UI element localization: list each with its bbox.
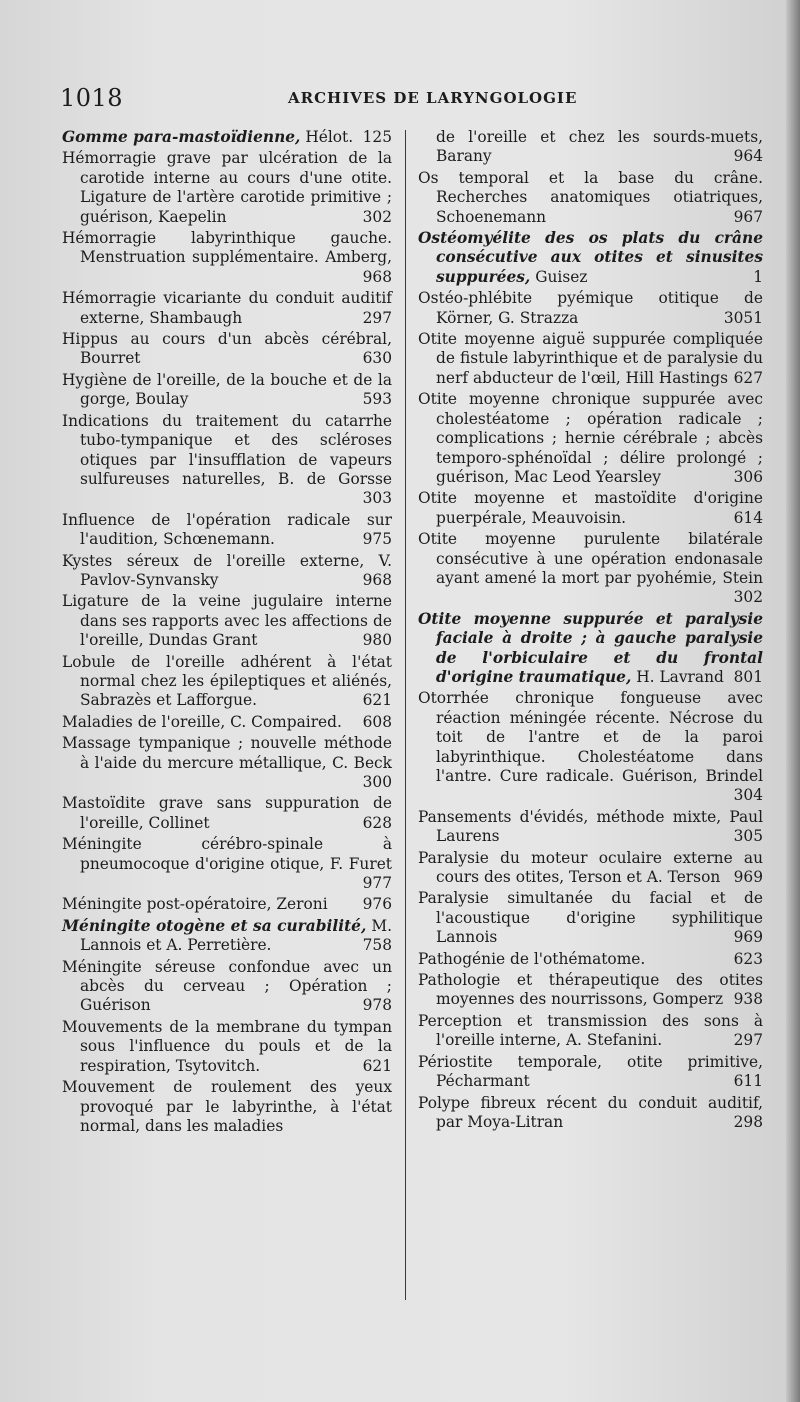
entry-text: Perception et transmission des sons à l'oreille interne, A. Stefanini. xyxy=(418,1011,763,1050)
left-column xyxy=(62,128,392,1138)
page-reference: 611 xyxy=(733,1072,763,1091)
page-reference: 305 xyxy=(733,827,763,846)
index-entry xyxy=(62,835,392,893)
entry-text: Otite moyenne chronique suppurée avec cholestéatome ; opération radicale ; complications ; hernie cérébrale ; abcès temporo-sphénoïdal ; délire prolongé ; guérison, Mac Leod Yearsley xyxy=(418,390,763,486)
entry-text: Mouvement de roulement des yeux provoqué par le labyrinthe, à l'état normal, dans les maladies xyxy=(62,1078,392,1135)
entry-title: Ostéomyélite des os plats du crâne consécutive aux otites et sinusites suppurées, xyxy=(418,229,763,286)
index-entry xyxy=(418,849,763,888)
index-entry xyxy=(62,511,392,550)
index-entry xyxy=(62,1078,392,1136)
page-reference: 306 xyxy=(733,467,763,486)
entry-author: Guisez xyxy=(535,267,588,286)
page-reference: 302 xyxy=(733,588,763,607)
page-reference: 980 xyxy=(362,631,392,650)
page-reference: 628 xyxy=(362,813,392,832)
entry-text: Massage tympanique ; nouvelle méthode à l'aide du mercure métallique, C. Beck xyxy=(62,734,392,772)
page-reference: 938 xyxy=(733,990,763,1009)
index-entry xyxy=(418,330,763,388)
index-entry xyxy=(62,734,392,792)
entry-author: Hélot. xyxy=(305,128,354,146)
entry-title: Otite moyenne suppurée et paralysie faciale à droite ; à gauche paralysie de l'orbiculaire et du frontal d'origine traumatique, xyxy=(418,609,763,686)
index-entry xyxy=(62,371,392,410)
entry-author: H. Lavrand xyxy=(636,667,724,686)
page-reference: 978 xyxy=(362,996,392,1015)
page-reference: 621 xyxy=(362,1056,392,1075)
page-reference: 627 xyxy=(733,368,763,387)
index-entry xyxy=(62,958,392,1016)
entry-text: Périostite temporale, otite primitive, Pécharmant xyxy=(418,1052,763,1091)
index-entry xyxy=(418,889,763,947)
entry-text: Hémorragie grave par ulcération de la carotide interne au cours d'une otite. Ligature de l'artère carotide primitive ; guérison, Kaepelin xyxy=(62,149,392,226)
index-entry xyxy=(418,1053,763,1092)
page-reference: 3051 xyxy=(723,308,763,327)
entry-text: Otorrhée chronique fongueuse avec réaction méningée récente. Nécrose du toit de l'antre et de la paroi labyrinthique. Cholestéatome dans l'antre. Cure radicale. Guérison, Brindel xyxy=(418,689,763,785)
index-entry xyxy=(62,289,392,328)
index-entry xyxy=(418,808,763,847)
index-entry xyxy=(418,169,763,227)
entry-title: Méningite otogène et sa curabilité, xyxy=(62,916,367,935)
entry-text: Pathogénie de l'othématome. xyxy=(418,949,646,968)
index-entry xyxy=(418,1012,763,1051)
page-reference: 621 xyxy=(362,691,392,710)
index-entry xyxy=(62,412,392,509)
running-title: ARCHIVES DE LARYNGOLOGIE xyxy=(288,89,578,107)
index-entry xyxy=(418,229,763,287)
page-reference: 1 xyxy=(753,267,763,286)
index-entry xyxy=(62,1018,392,1076)
index-entry xyxy=(62,149,392,227)
page-reference: 969 xyxy=(733,928,763,947)
index-entry xyxy=(418,950,763,969)
index-entry xyxy=(418,530,763,608)
index-entry xyxy=(62,229,392,287)
page-reference: 303 xyxy=(362,489,392,508)
entry-text: Mouvements de la membrane du tympan sous l'influence du pouls et de la respiration, Tsytovitch. xyxy=(62,1017,392,1075)
page-reference: 977 xyxy=(362,874,392,893)
page-reference: 968 xyxy=(362,570,392,589)
entry-text: Paralysie du moteur oculaire externe au cours des otites, Terson et A. Terson xyxy=(418,848,763,887)
page-reference: 964 xyxy=(733,147,763,166)
page-reference: 593 xyxy=(362,390,392,409)
index-entry xyxy=(418,390,763,487)
entry-text: Otite moyenne purulente bilatérale consécutive à une opération endonasale ayant amené la mort par pyohémie, Stein xyxy=(418,530,763,587)
page-reference: 758 xyxy=(362,936,392,955)
entry-text: Maladies de l'oreille, C. Compaired. xyxy=(62,712,342,731)
page-edge-shadow xyxy=(786,0,800,1402)
page-number: 1018 xyxy=(60,84,124,112)
entry-text: Lobule de l'oreille adhérent à l'état normal chez les épileptiques et aliénés, Sabrazès et Lafforgue. xyxy=(62,652,392,710)
page-reference: 967 xyxy=(733,207,763,226)
entry-text: Hippus au cours d'un abcès cérébral, Bourret xyxy=(62,330,392,368)
index-entry xyxy=(62,653,392,711)
entry-text: Méningite cérébro-spinale à pneumocoque d'origine otique, F. Furet xyxy=(62,835,392,873)
entry-text: Ligature de la veine jugulaire interne dans ses rapports avec les affections de l'oreille, Dundas Grant xyxy=(62,592,392,650)
index-entry xyxy=(62,592,392,650)
entry-text: Hygiène de l'oreille, de la bouche et de la gorge, Boulay xyxy=(62,370,392,409)
index-entry xyxy=(62,794,392,833)
page-reference: 304 xyxy=(733,786,763,805)
index-entry xyxy=(62,552,392,591)
index-entry xyxy=(62,128,392,147)
index-entry xyxy=(418,289,763,328)
page-reference: 975 xyxy=(362,530,392,549)
entry-text: Hémorragie labyrinthique gauche. Menstruation supplémentaire. Amberg, xyxy=(62,229,392,267)
index-entry xyxy=(62,330,392,369)
page-reference: 297 xyxy=(733,1031,763,1050)
index-entry xyxy=(418,610,763,688)
index-entry xyxy=(62,713,392,732)
entry-text: Otite moyenne et mastoïdite d'origine puerpérale, Meauvoisin. xyxy=(418,489,763,527)
page-reference: 608 xyxy=(362,712,392,731)
entry-text: Méningite séreuse confondue avec un abcès du cerveau ; Opération ; Guérison xyxy=(62,957,392,1015)
page-reference: 976 xyxy=(362,895,392,914)
right-column xyxy=(418,128,763,1134)
entry-text: Kystes séreux de l'oreille externe, V. Pavlov-Synvansky xyxy=(62,551,392,589)
entry-text: Mastoïdite grave sans suppuration de l'oreille, Collinet xyxy=(62,794,392,832)
page-reference: 969 xyxy=(733,868,763,887)
entry-text: Pansements d'évidés, méthode mixte, Paul Laurens xyxy=(418,807,763,846)
index-entry xyxy=(418,489,763,528)
index-entry xyxy=(62,895,392,914)
page-reference: 125 xyxy=(362,128,392,146)
entry-text: Ostéo-phlébite pyémique otitique de Körner, G. Strazza xyxy=(418,289,763,327)
entry-title: Gomme para-mastoïdienne, xyxy=(62,128,301,146)
page-reference: 614 xyxy=(733,508,763,527)
entry-text: Paralysie simultanée du facial et de l'acoustique d'origine syphilitique Lannois xyxy=(418,889,763,947)
page-header xyxy=(60,84,760,114)
index-entry xyxy=(418,128,763,167)
entry-author: M. Lannois et A. Perretière. xyxy=(80,916,392,955)
index-entry xyxy=(418,1094,763,1133)
page-reference: 297 xyxy=(362,308,392,327)
entry-text: Méningite post-opératoire, Zeroni xyxy=(62,895,328,914)
entry-text: Hémorragie vicariante du conduit auditif externe, Shambaugh xyxy=(62,289,392,327)
index-entry xyxy=(418,689,763,805)
page-reference: 801 xyxy=(733,667,763,686)
entry-text: Os temporal et la base du crâne. Recherches anatomiques otiatriques, Schoenemann xyxy=(418,168,763,226)
entry-text: Indications du traitement du catarrhe tubo-tympanique et des scléroses otiques par l'insufflation de vapeurs sulfureuses naturelles, B. de Gorsse xyxy=(62,411,392,488)
index-entry xyxy=(418,971,763,1010)
page-reference: 623 xyxy=(733,949,763,968)
page-reference: 630 xyxy=(362,349,392,368)
column-divider xyxy=(405,130,406,1300)
index-entry xyxy=(62,917,392,956)
entry-text: Pathologie et thérapeutique des otites moyennes des nourrissons, Gomperz xyxy=(418,971,763,1009)
page-reference: 302 xyxy=(362,207,392,226)
page-reference: 968 xyxy=(362,267,392,286)
entry-text: Otite moyenne aiguë suppurée compliquée de fistule labyrinthique et de paralysie du nerf abducteur de l'œil, Hill Hastings xyxy=(418,330,763,387)
page-reference: 298 xyxy=(733,1112,763,1131)
entry-text: de l'oreille et chez les sourds-muets, Barany xyxy=(436,128,763,166)
entry-text: Influence de l'opération radicale sur l'audition, Schœnemann. xyxy=(62,510,392,549)
entry-text: Polype fibreux récent du conduit auditif, par Moya-Litran xyxy=(418,1093,763,1131)
page-reference: 300 xyxy=(362,773,392,791)
